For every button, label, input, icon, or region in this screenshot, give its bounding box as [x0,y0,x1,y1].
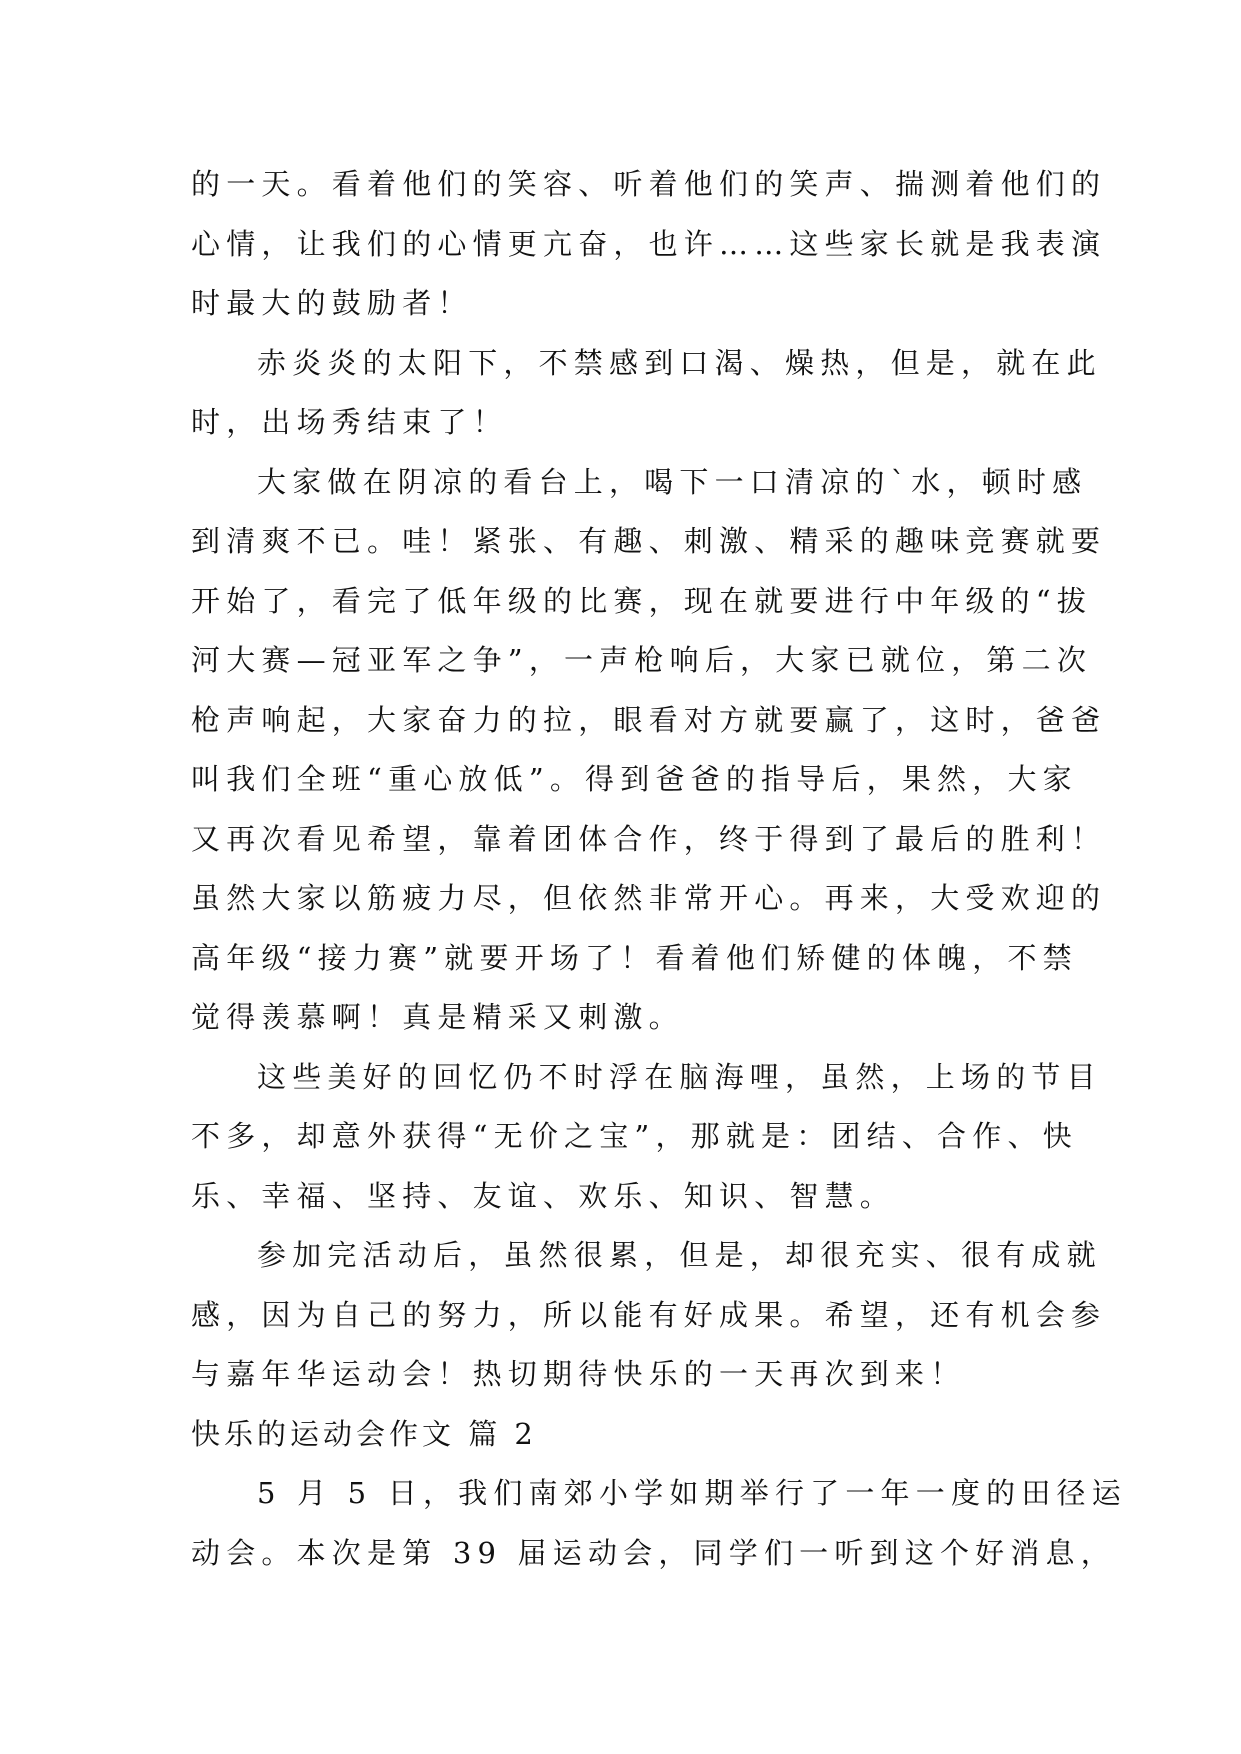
paragraph-start-line: 这些美好的回忆仍不时浮在脑海哩，虽然，上场的节目 [257,1059,1102,1094]
paragraph-start-line: 大家做在阴凉的看台上，喝下一口清凉的`水，顿时感 [257,464,1088,499]
text-line: 又再次看见希望，靠着团体合作，终于得到了最后的胜利！ [191,821,1107,856]
text-line: 觉得羡慕啊！真是精采又刺激。 [191,1000,684,1034]
text-line: 感，因为自己的努力，所以能有好成果。希望，还有机会参 [191,1297,1107,1332]
document-body [191,155,1127,1583]
text-line: 的一天。看着他们的笑容、听着他们的笑声、揣测着他们的 [191,167,1107,201]
text-line: 乐、幸福、坚持、友谊、欢乐、知识、智慧。 [191,1178,896,1213]
text-line: 动会。本次是第 39 届运动会，同学们一听到这个好消息， [191,1535,1116,1570]
text-line: 时，出场秀结束了！ [191,405,508,439]
text-line: 河大赛—冠亚军之争”，一声枪响后，大家已就位，第二次 [191,643,1093,677]
text-line: 虽然大家以筋疲力尽，但依然非常开心。再来，大受欢迎的 [191,881,1107,915]
text-line: 叫我们全班“重心放低”。得到爸爸的指导后，果然，大家 [191,762,1078,796]
text-line: 开始了，看完了低年级的比赛，现在就要进行中年级的“拔 [191,583,1093,618]
paragraph-start-line: 赤炎炎的太阳下，不禁感到口渴、燥热，但是，就在此 [257,345,1102,380]
text-line: 时最大的鼓励者！ [191,286,473,320]
paragraph-start-line: 参加完活动后，虽然很累，但是，却很充实、很有成就 [257,1238,1102,1272]
text-line: 与嘉年华运动会！热切期待快乐的一天再次到来！ [191,1357,966,1391]
section-heading: 快乐的运动会作文 篇 2 [191,1416,537,1451]
text-line: 高年级“接力赛”就要开场了！看着他们矫健的体魄，不禁 [191,940,1078,975]
text-line: 心情，让我们的心情更亢奋，也许……这些家长就是我表演 [191,226,1107,261]
text-line: 到清爽不已。哇！紧张、有趣、刺激、精采的趣味竞赛就要 [191,524,1107,558]
paragraph-start-line: 5 月 5 日，我们南郊小学如期举行了一年一度的田径运 [257,1476,1127,1510]
text-line: 枪声响起，大家奋力的拉，眼看对方就要赢了，这时，爸爸 [191,702,1107,737]
text-line: 不多，却意外获得“无价之宝”，那就是：团结、合作、快 [191,1119,1078,1153]
